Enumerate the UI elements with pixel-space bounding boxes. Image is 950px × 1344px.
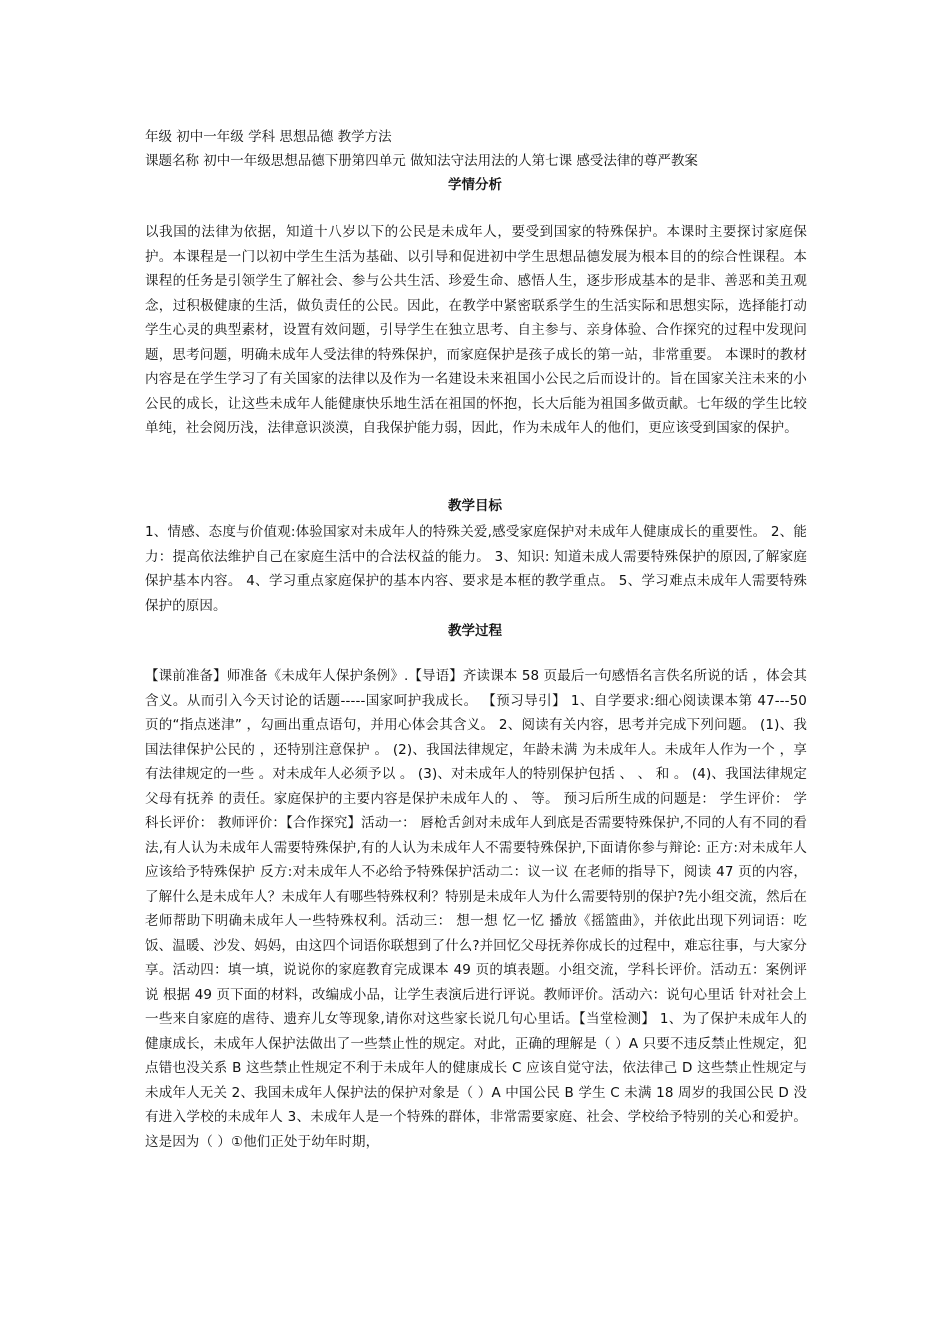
analysis-heading: 学情分析	[448, 177, 502, 193]
goals-heading: 教学目标	[448, 498, 502, 514]
analysis-body: 以我国的法律为依据，知道十八岁以下的公民是未成年人，要受到国家的特殊保护。本课时主要探讨家庭保护。本课程是一门以初中学生生活为基础、以引导和促进初中学生思想品德发展为根本目的的综合性课程。本课程的任务是引领学生了解社会、参与公共生活、珍爱生命、感悟人生，逐步形成基本的是非、善恶和美丑观念，过积极健康的生活，做负责任的公民。因此，在教学中紧密联系学生的生活实际和思想实际，选择能打动学生心灵的典型素材，设置有效问题，引导学生在独立思考、自主参与、亲身体验、合作探究的过程中发现问题，思考问题，明确未成年人受法律的特殊保护，而家庭保护是孩子成长的第一站，非常重要。 本课时的教材内容是在学生学习了有关国家的法律以及作为一名建设未来祖国小公民之后而设计的。旨在国家关注未来的小公民的成长，让这些未成年人能健康快乐地生活在祖国的怀抱，长大后能为祖国多做贡献。七年级的学生比较单纯，社会阅历浅，法律意识淡漠，自我保护能力弱，因此，作为未成年人的他们，更应该受到国家的保护。	[145, 224, 807, 436]
process-body: 【课前准备】师准备《未成年人保护条例》.【导语】齐读课本 58 页最后一句感悟名言佚名所说的话 ，体会其含义。从而引入今天讨论的话题-----国家呵护我成长。 【预习导引】 1、自学要求:细心阅读课本第 47---50 页的“指点迷津” ，勾画出重点语句，并用心体会其含义。 2、阅读有关内容，思考并完成下列问题。 (1)、我国法律保护公民的 ，还特别注意保护 。 (2)、我国法律规定，年龄未满 为未成年人。未成年人作为一个 ，享有法律规定的一些 。对未成年人必须予以 。 (3)、对未成年人的特别保护包括 、 、 和 。 (4)、我国法律规定父母有抚养 的责任。家庭保护的主要内容是保护未成年人的 、 等。 预习后所生成的问题是： 学生评价： 学科长评价： 教师评价：【合作探究】活动一： 唇枪舌剑对未成年人到底是否需要特殊保护,不同的人有不同的看法,有人认为未成年人需要特殊保护,有的人认为未成年人不需要特殊保护,下面请你参与辩论: 正方:对未成年人应该给予特殊保护 反方:对未成年人不必给予特殊保护活动二：议一议 在老师的指导下，阅读 47 页的内容，了解什么是未成年人？未成年人有哪些特殊权利？特别是未成年人为什么需要特别的保护?先小组交流，然后在老师帮助下明确未成年人一些特殊权利。活动三： 想一想 忆一忆 播放《摇篮曲》，并依此出现下列词语：吃饭、温暖、沙发、妈妈，由这四个词语你联想到了什么?并回忆父母抚养你成长的过程中，难忘往事，与大家分享。活动四：填一填，说说你的家庭教育完成课本 49 页的填表题。小组交流，学科长评价。活动五：案例评说 根据 49 页下面的材料，改编成小品，让学生表演后进行评说。教师评价。活动六：说句心里话 针对社会上一些来自家庭的虐待、遗弃儿女等现象,请你对这些家长说几句心里话。【当堂检测】 1、为了保护未成年人的健康成长，未成年人保护法做出了一些禁止性的规定。对此，正确的理解是（ ）A 只要不违反禁止性规定，犯点错也没关系 B 这些禁止性规定不利于未成年人的健康成长 C 应该自觉守法，依法律己 D 这些禁止性规定与未成年人无关 2、我国未成年人保护法的保护对象是（ ）A 中国公民 B 学生 C 未满 18 周岁的我国公民 D 没有进入学校的未成年人 3、未成年人是一个特殊的群体，非常需要家庭、社会、学校给予特别的关心和爱护。这是因为（ ）①他们正处于幼年时期，	[145, 668, 807, 1150]
goals-body: 1、情感、态度与价值观:体验国家对未成年人的特殊关爱,感受家庭保护对未成年人健康成长的重要性。 2、能力：提高依法维护自己在家庭生活中的合法权益的能力。 3、知识: 知道未成人需要特殊保护的原因,了解家庭保护基本内容。 4、学习重点家庭保护的基本内容、要求是本框的教学重点。 5、学习难点未成年人需要特殊保护的原因。	[145, 524, 807, 614]
process-heading: 教学过程	[448, 623, 502, 639]
lesson-title-line: 课题名称 初中一年级思想品德下册第四单元 做知法守法用法的人第七课 感受法律的尊严教案	[145, 153, 698, 169]
grade-subject-line: 年级 初中一年级 学科 思想品德 教学方法	[145, 129, 392, 145]
